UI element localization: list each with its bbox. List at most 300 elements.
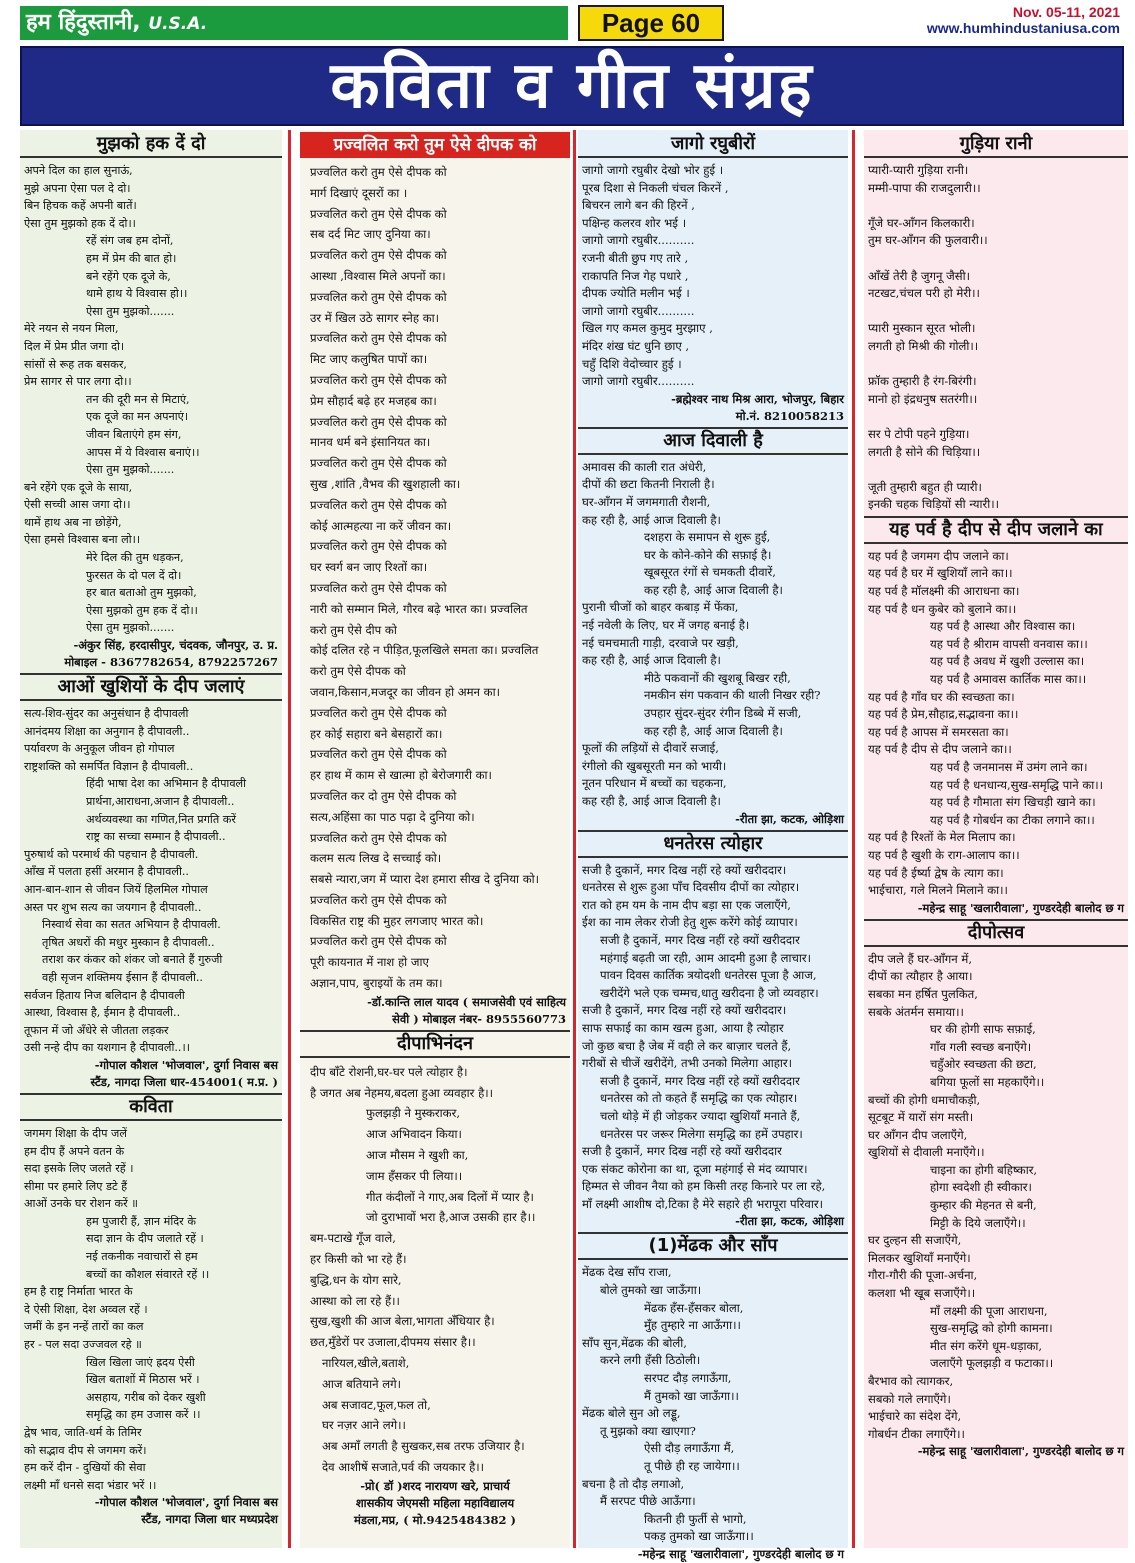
poem-line: सदा ज्ञान के दीप जलाते रहें । (86, 1232, 204, 1246)
poem-body (300, 1062, 570, 1478)
author-line: -गोपाल कौशल 'भोजवाल', दुर्गा निवास बस (94, 1495, 278, 1510)
poem-line: तुम घर-आँगन की फुलवारी।। (868, 233, 988, 248)
poem-line: धनतेरस से शुरू हुआ पाँच दिवसीय दीपों का त्योहार। (582, 880, 800, 895)
poem-line: साँप सुन,मेंढक की बोली, (582, 1335, 687, 1350)
poem-title: आओं खुशियों के दीप जलाएं (20, 673, 282, 701)
poem-line: सूटबूट में यारों संग मस्ती। (868, 1110, 974, 1125)
poem-line: मेंढक हँस-हँसकर बोला, (644, 1300, 744, 1315)
poem-line: भाईचारा, गले मिलने मिलाने का।। (868, 883, 1008, 898)
poem-line: करो तुम ऐसे दीप को (310, 622, 397, 637)
poem-line: खरीदेंगे भले एक चम्मच,धातु खरीदना है जो व्यवहार। (600, 985, 819, 1000)
poem-line: हर कोई सहारा बने बेसहारों का। (310, 726, 443, 741)
poem-line: जाम हँसकर पी लिया।। (366, 1168, 463, 1183)
publication-name (20, 6, 568, 40)
poem-line: धनतेरस पर जरूर मिलेगा समृद्धि का हमें उपहार। (600, 1126, 803, 1141)
poem-line: यह पर्व है गौमाता संग खिचड़ी खाने का। (930, 795, 1096, 810)
poem-line: नूतन परिधान में बच्चों का चहकना, (582, 776, 727, 791)
poem-line: प्रज्वलित करो तुम ऐसे दीपक को (310, 289, 447, 304)
poem-line: करो तुम ऐसे दीपक को (310, 664, 406, 679)
poem-line: अब अमाँ लगती है सुखकर,सब तरफ उजियार है। (322, 1439, 525, 1454)
poem-line: करने लगी हँसी ठिठोली। (600, 1353, 701, 1368)
poem-line: प्रज्वलित करो तुम ऐसे दीपक को (310, 705, 447, 720)
poem-title: (1)मेंढक और साँप (578, 1232, 848, 1260)
poem-line: मम्मी-पापा की राजदुलारी।। (868, 180, 981, 195)
poem-line: नारी को सम्मान मिले, गौरव बढ़े भारत का। प्रज्वलित (310, 601, 528, 616)
poem-line: नई नवेली के लिए, घर में जगह बनाई है। (582, 618, 750, 633)
poem-line: जगमग शिक्षा के दीप जलें (24, 1126, 127, 1140)
poem-title: दीपोत्सव (864, 919, 1128, 947)
poem-line: प्रज्वलित करो तुम ऐसे दीपक को (310, 830, 447, 845)
poem-line: मैं तुमको खा जाऊँगा।। (644, 1388, 739, 1403)
poem-line: गीत कंदीलों ने गाए,अब दिलों में प्यार है। (366, 1189, 534, 1204)
poem-line: चलो थोड़े में ही जोड़कर ज्यादा खुशियाँ मनाते हैं, (600, 1108, 801, 1123)
poem-line: विकसित राष्ट्र की मुहर लगजाए भारत को। (310, 913, 484, 928)
poem-line: भाईचारे का संदेश देंगे, (868, 1409, 962, 1424)
poem-line: प्रज्वलित करो तुम ऐसे दीपक को (310, 539, 447, 554)
poem-line: खिल गए कमल कुमुद मुरझाए , (582, 321, 713, 336)
poem-line (868, 303, 1124, 321)
poem-line: थामें हाथ अब ना छोड़ेंगे, (24, 515, 122, 529)
poem-line: ऐसी दौड़ लगाऊँगा मैं, (644, 1441, 735, 1456)
poem-title: आज दिवाली है (578, 427, 848, 455)
poem-body (20, 1125, 282, 1494)
author-line: स्टैंड, नागदा जिला धार मध्यप्रदेश (141, 1512, 278, 1527)
author-line: -गोपाल कौशल 'भोजवाल', दुर्गा निवास बस (94, 1057, 278, 1072)
poem-author (578, 1213, 848, 1230)
poem-line: कोई आत्महत्या ना करें जीवन का। (310, 518, 452, 533)
poem-line: बिचरन लागे बन की हिरनें , (582, 198, 695, 213)
poem-line: मेरे नयन से नयन मिला, (24, 322, 119, 336)
poem-line: आन-बान-शान से जीवन जियें हिलमिल गोपाल (24, 882, 208, 896)
poem-line: फ्रॉक तुम्हारी है रंग-बिरंगी। (868, 374, 977, 389)
poem-line: बगिया फूलों सा महकाएँगे।। (930, 1074, 1045, 1089)
poem-line: ऐसी सच्ची आस जगा दो।। (24, 498, 131, 512)
poem-line: प्रज्वलित करो तुम ऐसे दीपक को (310, 372, 447, 387)
poem-line: गाँव गली स्वच्छ बनाएँगे। (930, 1039, 1032, 1054)
poem-line: खुशियों से दीवाली मनाएँगे।। (868, 1145, 985, 1160)
poem-line: गूँजे घर-आँगन किलकारी। (868, 215, 975, 230)
poem-line: सर पे टोपी पहने गुड़िया। (868, 426, 970, 441)
poem-line: कह रही है, आई आज दिवाली है। (644, 582, 783, 597)
poem-line: राष्ट्र का सच्चा सम्मान है दीपावली.. (86, 830, 226, 844)
poem-line (868, 461, 1124, 479)
poem-line: हिम्मत से जीवन नैया को हम किसी तरह किनारे पर ला रहे, (582, 1179, 826, 1194)
poem-line: फुरसत के दो पल दें दो। (86, 568, 182, 582)
masthead (20, 4, 1120, 42)
poem-line: अज्ञान,पाप, बुराइयों के तम का। (310, 976, 443, 991)
poem-line: सबका मन हर्षित पुलकित, (868, 986, 978, 1001)
poem-line: प्रज्वलित करो तुम ऐसे दीपक को (310, 580, 447, 595)
poem-line: यह पर्व है जगमग दीप जलाने का। (868, 548, 1009, 563)
poem-line: हम में प्रेम की बात हो। (86, 251, 177, 265)
poem-line: नमकीन संग पकवान की थाली निखर रही? (644, 688, 821, 703)
poem-line: चहुँओर स्वच्छता की छटा, (930, 1057, 1037, 1072)
poem-line: मीठे पकवानों की खुशबू बिखर रही, (644, 670, 791, 685)
page-number-badge: Page 60 (578, 5, 724, 41)
poem-line: आँख में पलता हसीं अरमान है दीपावली.. (24, 865, 189, 879)
poem-line: घर-आँगन में जगमगाती रौशनी, (582, 494, 711, 509)
dateline (927, 4, 1120, 36)
poem-line: तराश कर कंकर को शंकर जो बनाते हैं गुरुजी (42, 953, 223, 967)
poem-line: खिल बताशों में मिठास भरें । (86, 1373, 200, 1387)
poem-line: गरीबों से चीजें खरीदेंगे, तभी उनको मिलेगा आहार। (582, 1056, 793, 1071)
poem-line: नई चमचमाती गाड़ी, दरवाजे पर खड़ी, (582, 635, 739, 650)
poem-line: पकड़ तुमको खा जाऊँगा।। (644, 1529, 754, 1544)
poem-line: सत्य-शिव-सुंदर का अनुसंधान है दीपावली (24, 707, 189, 721)
poem-line: कोई दलित रहे न पीड़ित,फूलखिले समता का। प्रज्वलित (310, 643, 539, 658)
poem-line: उर में खिल उठे सागर स्नेह का। (310, 310, 440, 325)
poem-line: निस्वार्थ सेवा का सतत अभियान है दीपावली. (42, 918, 221, 932)
poem-line: जमीं के इन नन्हें तारों का कल (24, 1320, 144, 1334)
poem-line: बिन हिचक कहें अपनी बातें। (24, 199, 137, 213)
author-line: -रीता झा, कटक, ओड़िशा (735, 1214, 844, 1229)
poem-line: प्रेम सौहार्द बढ़े हर मजहब का। (310, 393, 437, 408)
poem-line: यह पर्व है रिश्तों के मेल मिलाप का। (868, 830, 1016, 845)
poem-line: यह पर्व है धन कुबेर को बुलाने का।। (868, 601, 1017, 616)
poem-author (20, 637, 282, 671)
poem-line: यह पर्व है ईर्ष्या द्वेष के त्याग का। (868, 865, 1004, 880)
poem-line: आज मौसम ने खुशी का, (366, 1148, 469, 1163)
poem-line: यह पर्व है आस्था और विश्वास का। (930, 619, 1076, 634)
poem-line: प्रार्थना,आराधना,अजान है दीपावली.. (86, 795, 235, 808)
poem-line: हम दीप हैं अपने वतन के (24, 1144, 125, 1158)
poem-line: प्रेम सागर से पार लगा दो।। (24, 375, 132, 389)
poem-author (20, 1057, 282, 1091)
poem-line (868, 250, 1124, 268)
poem-line: प्रज्वलित करो तुम ऐसे दीपक को (310, 747, 447, 762)
poem-line: आनंदमय शिक्षा का अनुगान है दीपावली.. (24, 724, 190, 738)
poem-line: हिंदी भाषा देश का अभिमान है दीपावली (86, 777, 247, 791)
poem-line: घर नज़र आने लगे।। (322, 1418, 406, 1433)
poem-line: अपने दिल का हाल सुनाऊं, (24, 164, 133, 177)
poem-line: सब दर्द मिट जाए दुनिया का। (310, 227, 431, 242)
poem-line: अमावस की काली रात अंधेरी, (582, 459, 707, 474)
poem-line: जो कुछ बचा है जेब में वही ले कर बाज़ार चलते हैं, (582, 1038, 792, 1053)
poem-line: दीप जले हैं घर-आँगन में, (868, 951, 973, 966)
poem-author (20, 1494, 282, 1528)
poem-line: हम है राष्ट्र निर्माता भारत के (24, 1285, 133, 1299)
poem-line: ईश का नाम लेकर रोजी हेतु शुरू करेंगे कोई व्यापार। (582, 915, 798, 930)
poem-line: को सद्भाव दीप से जगमग करें। (24, 1443, 147, 1457)
poem-line: हम करें दीन - दुखियों की सेवा (24, 1461, 146, 1475)
poem-line: जवान,किसान,मजदूर का जीवन हो अमन का। (310, 684, 500, 699)
poem-line: मानव धर्म बने इंसानियत का। (310, 435, 431, 450)
poem-body (578, 162, 848, 391)
poem-line: है जगत अब नेहमय,बदला हुआ व्यवहार है।। (310, 1085, 494, 1100)
poem-line: कह रही है, आई आज दिवाली है। (644, 723, 783, 738)
poem-line: यह पर्व है गाँव घर की स्वच्छता का। (868, 689, 1015, 704)
poem-author (578, 811, 848, 828)
author-line: -महेन्द्र साहू 'खलारीवाला', गुण्डरदेही बालोद छ ग (917, 1444, 1124, 1459)
poem-line: ऐसा तुम मुझको....... (86, 463, 175, 477)
poem-line: बने रहेंगे एक दूजे के साया, (24, 480, 133, 494)
poem-line: हम पुजारी हैं, ज्ञान मंदिर के (86, 1214, 196, 1228)
poem-line: चहुँ दिशि वेदोच्चार हुई । (582, 356, 682, 371)
poem-line: दीपक ज्योति मलीन भई । (582, 286, 690, 301)
poem-author (578, 391, 848, 425)
poem-line: यह पर्व है धनधान्य,सुख-समृद्धि पाने का।। (930, 777, 1104, 792)
poem-line: घर की होगी साफ सफ़ाई, (930, 1022, 1036, 1037)
poem-line: गौरा-गौरी की पूजा-अर्चना, (868, 1268, 978, 1283)
poem-line: आपस में ये विश्वास बनाएं।। (86, 445, 200, 459)
poem-line: तन की दूरी मन से मिटाएं, (86, 392, 190, 406)
poem-line: माँ लक्ष्मी आशीष दो,टिका है मेरे सहारे ही भरापूरा परिवार। (582, 1196, 823, 1211)
poem-line: ऐसा हमसे विश्वास बना लो।। (24, 533, 141, 547)
poem-line: यह पर्व है आपस में समरसता का। (868, 724, 1009, 739)
poem-line: जलाएँगे फूलझड़ी व फटाका।। (930, 1356, 1054, 1371)
column-divider (573, 130, 576, 1548)
poem-line: प्रज्वलित करो तुम ऐसे दीपक को (310, 248, 447, 263)
poem-body (300, 162, 570, 994)
poem-line: बच्चों की होगी धमाचौकड़ी, (868, 1092, 981, 1107)
poem-line: कुम्हार की मेहनत से बनी, (930, 1198, 1037, 1213)
issue-date: Nov. 05-11, 2021 (1012, 4, 1120, 20)
poem-line: सुख ,शांति ,वैभव की खुशहाली का। (310, 476, 461, 491)
author-line: सेवी ) मोबाइल नंबर- 8955560773 (392, 1011, 566, 1026)
poem-line: कलशा भी खूब सजाएँगे।। (868, 1286, 976, 1301)
poem-line: पावन दिवस कार्तिक त्रयोदशी धनतेरस पूजा है आज, (600, 968, 817, 983)
poem-line: बने रहेंगे एक दूजे के, (86, 269, 171, 283)
poem-body (578, 862, 848, 1214)
poem-line: हर - पल सदा उज्जवल रहे ॥ (24, 1338, 142, 1352)
author-line: शासकीय जेएमसी महिला महाविद्यालय (355, 1495, 515, 1510)
poem-line: द्वेष भाव, जाति-धर्म के तिमिर (24, 1426, 142, 1439)
author-line: -अंकुर सिंह, हरदासीपुर, चंदवक, जौनपुर, उ. प्र. (73, 638, 278, 653)
poem-line: यह पर्व है प्रेम,सौहाद्र,सद्भावना का।। (868, 707, 1019, 722)
poem-line: दीपों का त्यौहार है आया। (868, 969, 973, 984)
author-line: मोबाइल - 8367782654, 8792257267 (64, 655, 278, 670)
column-1 (20, 130, 282, 1548)
poem-line: प्रज्वलित करो तुम ऐसे दीपक को (310, 414, 447, 429)
poem-author (300, 994, 570, 1028)
poem-line: आँखें तेरी है जुगनू जैसी। (868, 268, 970, 283)
poem-line: पुरानी चीजों को बाहर कबाड़ में फेंका, (582, 600, 739, 615)
poem-line: हर बात बताओ तुम मुझको, (86, 586, 197, 600)
poem-line: मुझे अपना ऐसा पल दे दो। (24, 181, 131, 195)
poem-line: बोले तुमको खा जाऊँगा। (600, 1283, 702, 1298)
poem-line: आज अभिवादन किया। (366, 1127, 462, 1142)
poem-author (300, 1478, 570, 1529)
poem-line: असहाय, गरीब को देकर खुशी (86, 1390, 206, 1404)
poem-line: घर आँगन दीप जलाएँगे, (868, 1127, 968, 1142)
poem-line (868, 408, 1124, 426)
poem-line: उसी नन्हे दीप का यशगान है दीपावली..।। (24, 1041, 190, 1055)
poem-line: जागो जागो रघुबीर.......... (582, 303, 695, 318)
poem-line: छत,मुँडेरों पर उजाला,दीपमय संसार है।। (310, 1335, 476, 1350)
poem-line: सुख-समृद्धि को होगी कामना। (930, 1321, 1053, 1336)
poem-line: मैं सरपट पीछे आऊँगा। (600, 1494, 696, 1509)
poem-line: प्रज्वलित करो तुम ऐसे दीपक को (310, 934, 447, 949)
author-line: -महेन्द्र साहू 'खलारीवाला', गुण्डरदेही बालोद छ ग (917, 900, 1124, 915)
poem-line: रंगीलो की खुबसूरती मन को भायी। (582, 758, 727, 773)
poem-line: जागो जागो रघुबीर देखो भोर हुई । (582, 163, 724, 177)
column-3 (578, 130, 848, 1561)
poem-line: दे ऐसी शिक्षा, देश अव्वल रहें । (24, 1302, 148, 1316)
poem-line: जागो जागो रघुबीर.......... (582, 374, 695, 389)
poem-line: आस्था को ला रहे हैं।। (310, 1293, 400, 1308)
poem-line: समृद्धि का हम उजास करें ।। (86, 1408, 201, 1422)
poem-line: तू पीछे ही रह जायेगा।। (644, 1459, 740, 1473)
poem-line: रहें संग जब हम दोनों, (86, 234, 174, 248)
poem-title: गुड़िया रानी (864, 132, 1128, 158)
author-line: -रीता झा, कटक, ओड़िशा (735, 811, 844, 826)
poem-line: मेंढक बोले सुन ओ लड्डू, (582, 1406, 681, 1421)
poem-line (868, 197, 1124, 215)
poem-line: यह पर्व है घर में खुशियाँ लाने का।। (868, 566, 1013, 581)
poem-line: राकापति निज गेह पधारे , (582, 268, 689, 283)
poem-line: यह पर्व है दीप से दीप जलाने का।। (868, 742, 1012, 757)
poem-line: एक संकट कोरोना का था, दूजा महंगाई से मंद व्यापार। (582, 1161, 808, 1176)
poem-line: मिट्टी के दिये जलाएँगे।। (930, 1215, 1026, 1230)
poem-line: मिलकर खुशियाँ मनाएँगे। (868, 1250, 971, 1265)
poem-line: खूबसूरत रंगों से चमकती दीवारें, (644, 565, 776, 580)
poem-line: तूफान में जो अँधेरे से जीतता लड़कर (24, 1023, 169, 1037)
poem-line: लक्ष्मी माँ धनसे सदा भंडार भरें ।। (24, 1478, 157, 1492)
poem-line: रात को हम यम के नाम दीप बड़ा सा एक जलाएँगे, (582, 897, 791, 912)
poem-line: ऐसा तुम मुझको....... (86, 621, 175, 635)
poem-body (864, 951, 1128, 1444)
poem-line: मंदिर शंख घंट धुनि छाए , (582, 338, 690, 353)
poem-line: हर हाथ में काम से खात्मा हो बेरोजगारी का। (310, 768, 492, 783)
poem-line: बच्चों का कौशल संवारते रहें ।। (86, 1267, 210, 1281)
poem-line: सांसों से रूह तक बसकर, (24, 357, 127, 371)
poem-line: यह पर्व है अमावस कार्तिक मास का।। (930, 672, 1087, 687)
poem-line: प्यारी-प्यारी गुड़िया रानी। (868, 163, 969, 177)
poem-line: मिट जाए कलुषित पापों का। (310, 352, 428, 367)
poem-title: मुझको हक दें दो (20, 132, 282, 158)
poem-line: लगती है सोने की चिड़िया।। (868, 444, 981, 459)
poem-line: अस्त पर शुभ सत्य का जयगान है दीपावली.. (24, 900, 202, 914)
author-line: मंडला,मप्र, ( मो.9425484382 ) (353, 1512, 516, 1527)
poem-title: धनतेरस त्योहार (578, 830, 848, 858)
poem-line: सरपट दौड़ लगाऊँगा, (644, 1371, 732, 1386)
poem-author (864, 1443, 1128, 1460)
poem-line: सजी है दुकानें, मगर दिख नहीं रहे क्यों खरीददार। (582, 862, 787, 877)
poem-line: इनकी चहक चिड़ियों सी न्यारी।। (868, 497, 1000, 512)
poem-line: कह रही है, आई आज दिवाली है। (582, 794, 721, 808)
poem-line: दीपों की छटा कितनी निराली है। (582, 477, 715, 492)
poem-line: पक्षिन्ह कलरव शोर भई । (582, 215, 687, 230)
poem-line: अब सजावट,फूल,फल तो, (322, 1397, 431, 1412)
poem-line: नई तकनीक नवाचारों से हम (86, 1250, 198, 1264)
column-4 (864, 130, 1128, 1548)
column-divider (852, 130, 855, 1548)
poem-line: धनतेरस को तो कहते हैं समृद्धि का एक त्योहार। (600, 1091, 798, 1106)
poem-line (868, 356, 1124, 374)
poem-line: यह पर्व है मॉलक्ष्मी की आराधना का। (868, 584, 1020, 599)
poem-line: नटखट,चंचल परी हो मेरी।। (868, 286, 980, 301)
poem-line: बुद्धि,धन के योग सारे, (310, 1272, 402, 1287)
author-line: -डॉ.कान्ति लाल यादव ( समाजसेवी एवं साहित्य (367, 994, 566, 1009)
poem-line: घर दुल्हन सी सजाएँगे, (868, 1233, 962, 1248)
poem-line: एक दूजे का मन अपनाएं। (86, 410, 189, 424)
poem-line: देव आशीषें सजाते,पर्व की जयकार है।। (322, 1460, 485, 1475)
poem-line: मेरे दिल की तुम धड़कन, (86, 551, 184, 565)
poem-line: अर्थव्यवस्था का गणित,नित प्रगति करें (86, 812, 236, 826)
poem-line: प्रज्वलित करो तुम ऐसे दीपक को (310, 331, 447, 346)
poem-line: जागो जागो रघुबीर.......... (582, 233, 695, 248)
poem-line: महंगाई बढ़ती जा रही, आम आदमी हुआ है लाचार। (600, 950, 811, 965)
poem-line: आज बतियाने लगे। (322, 1376, 401, 1391)
poem-body (20, 705, 282, 1057)
author-line: -महेन्द्र साहू 'खलारीवाला', गुण्डरदेही बालोद छ ग (637, 1546, 844, 1561)
poem-line: ऐसा तुम मुझको....... (86, 304, 175, 318)
poem-line: बचना है तो दौड़ लगाओ, (582, 1476, 685, 1491)
poem-line: बैरभाव को त्यागकर, (868, 1374, 954, 1388)
poem-line: सजी है दुकानें, मगर दिख नहीं रहे क्यों खरीददार (600, 932, 800, 947)
poem-line: सबसे न्यारा,जग में प्यारा देश हमारा सीख दे दुनिया को। (310, 872, 540, 887)
poem-body (864, 162, 1128, 514)
poem-line: मानो हो इंद्रधनुष सतरंगी।। (868, 391, 978, 406)
poem-line: मार्ग दिखाएं दूसरों का । (310, 185, 408, 200)
poem-line: आस्था, विश्वास है, ईमान है दीपावली.. (24, 1006, 181, 1020)
poem-line: मुँह तुम्हारे ना आऊँगा।। (644, 1318, 741, 1333)
poem-line: प्रज्वलित कर दो तुम ऐसे दीपक को (310, 788, 457, 803)
poem-line: उपहार सुंदर-सुंदर रंगीन डिब्बे में सजी, (644, 706, 802, 721)
poem-line: कितनी ही फुर्ती से भागो, (644, 1511, 747, 1526)
author-line: -ब्रह्मेश्वर नाथ मिश्र आरा, भोजपुर, बिहार (671, 391, 844, 406)
poem-line: बम-पटाखे गूँज वाले, (310, 1231, 396, 1246)
poem-line: वही सृजन शक्तिमय ईसान हैं दीपावली.. (42, 970, 203, 984)
poem-line: लगती हो मिश्री की गोली।। (868, 338, 979, 353)
author-line: -प्रो( डॉ )शरद नारायण खरे, प्राचार्य (360, 1478, 510, 1493)
poem-line: कह रही है, आई आज दिवाली है। (582, 512, 721, 527)
poem-line: हर किसी को भा रहे हैं। (310, 1252, 407, 1267)
poem-author (864, 900, 1128, 917)
author-line: स्टैंड, नागदा जिला धार-454001( म.प्र. ) (90, 1074, 278, 1089)
website-link[interactable]: www.humhindustaniusa.com (926, 20, 1120, 36)
poem-line: सदा इसके लिए जलते रहें । (24, 1162, 134, 1176)
brand-suffix: U.S.A. (148, 14, 208, 34)
poem-line: पर्यावरण के अनुकूल जीवन हो गोपाल (24, 742, 175, 756)
poem-line: यह पर्व है गोबर्धन का टीका लगाने का।। (930, 812, 1095, 827)
poem-line: सुख,खुशी की आज बेला,भागता अँधियार है। (310, 1314, 495, 1329)
poem-line: ऐसा तुम मुझको हक दें दो।। (24, 216, 136, 230)
poem-line: जूती तुम्हारी बहुत ही प्यारी। (868, 479, 982, 494)
poem-title: प्रज्वलित करो तुम ऐसे दीपक को (300, 132, 570, 158)
poem-line: पुरुषार्थ को परमार्थ की पहचान है दीपावली. (24, 847, 199, 861)
poem-line: होगा स्वदेशी ही स्वीकार। (930, 1180, 1032, 1195)
poem-line: सजी है दुकानें, मगर दिख नहीं रहे क्यों खरीददार (582, 1144, 782, 1159)
column-divider (288, 130, 291, 1548)
poem-line: दिल में प्रेम प्रीत जगा दो। (24, 339, 125, 353)
poem-line: सजी है दुकानें, मगर दिख नहीं रहे क्यों खरीददार (600, 1073, 800, 1088)
poem-line: मेंढक देख साँप राजा, (582, 1265, 672, 1280)
poem-line: प्रज्वलित करो तुम ऐसे दीपक को (310, 892, 447, 907)
poem-line: यह पर्व है खुशी के राग-आलाप का।। (868, 847, 1020, 862)
poem-line: सबको गले लगाएँगे। (868, 1391, 951, 1406)
poem-line: आओं उनके घर रोशन करें ॥ (24, 1197, 138, 1211)
poem-line: सबके अंतर्मन समाया।। (868, 1004, 964, 1019)
poem-line: फूलों की लड़ियों से दीवारें सजाई, (582, 741, 719, 756)
poem-line: सर्वजन हिताय निज बलिदान है दीपावली (24, 988, 185, 1002)
poem-line: खिल खिला जाएं ह्रदय ऐसी (86, 1355, 195, 1369)
poem-line: रजनी बीती छुप गए तारे , (582, 250, 689, 265)
poem-line: थामे हाथ ये विश्वास हो।। (86, 287, 188, 301)
poem-title: कविता (20, 1093, 282, 1121)
poem-line: जीवन बिताएंगे हम संग, (86, 427, 182, 441)
poem-body (20, 162, 282, 637)
poem-title: यह पर्व है दीप से दीप जलाने का (864, 516, 1128, 544)
poem-line: सत्य,अहिंसा का पाठ पढ़ा दे दुनिया को। (310, 809, 475, 824)
poem-line: कलम सत्य लिख दे सच्चाई को। (310, 851, 442, 866)
poem-title: जागो रघुबीरों (578, 132, 848, 158)
poem-line: तू मुझको क्या खाएगा? (600, 1423, 696, 1438)
author-line: मो.नं. 8210058213 (735, 408, 844, 423)
poem-line: घर के कोने-कोने की सफ़ाई है। (644, 547, 772, 562)
poem-line: राष्ट्रशक्ति को समर्पित विज्ञान है दीपावली.. (24, 759, 194, 773)
poem-line: प्रज्वलित करो तुम ऐसे दीपक को (310, 165, 447, 179)
